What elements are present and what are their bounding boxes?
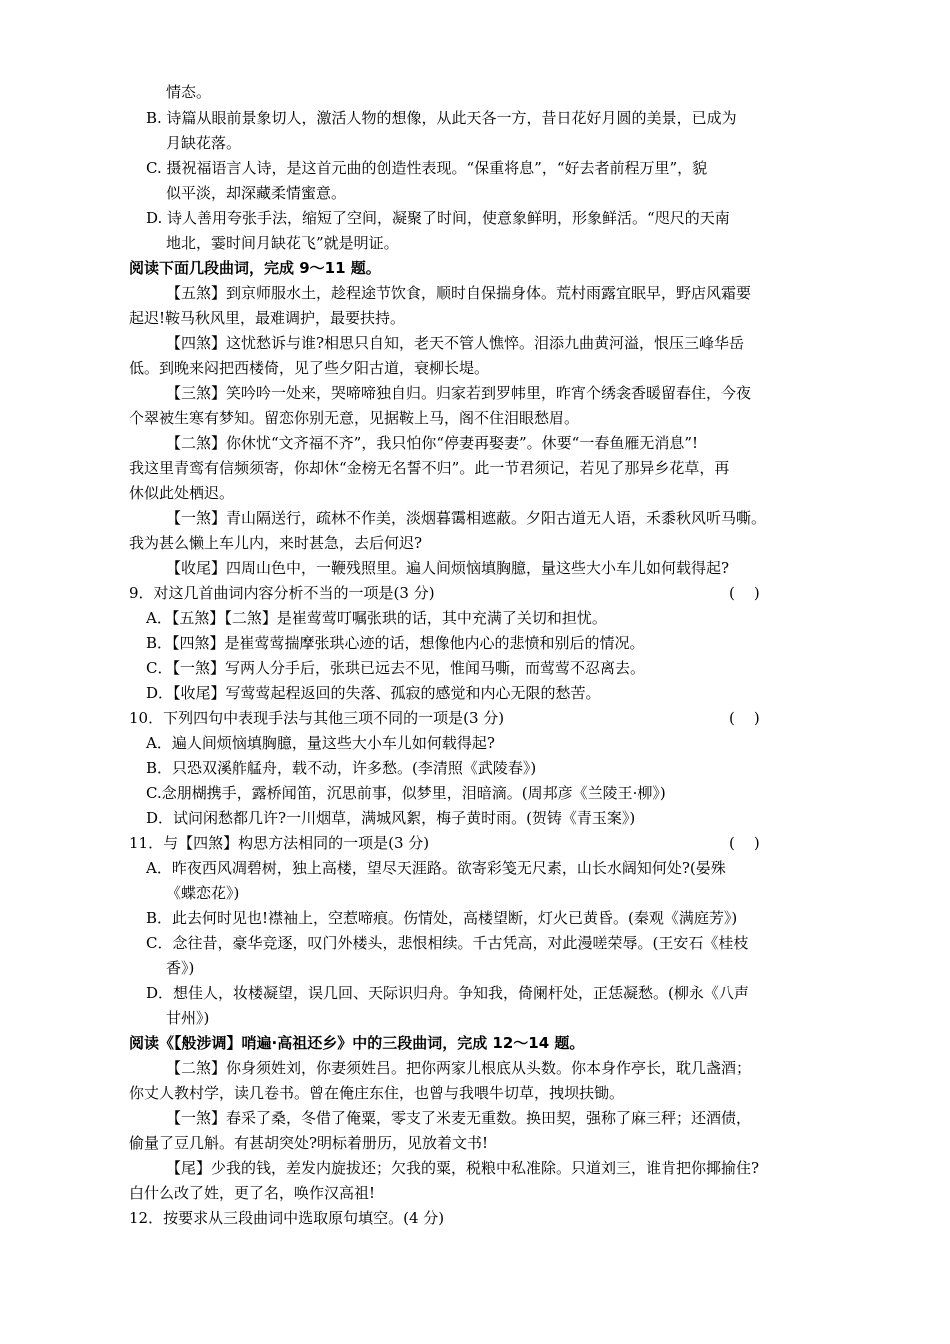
- q11-option-c: C．念往昔，豪华竞逐，叹门外楼头，悲恨相续。千古凭高，对此漫嗟荣辱。(王安石《桂枝: [146, 934, 749, 952]
- q8-option-d-continuation: 地北，霎时间月缺花飞”就是明证。: [166, 234, 399, 252]
- section1-paragraph-ersha-continuation: 我这里青鸾有信频须寄，你却休“金榜无名誓不归”。此一节君须记，若见了那异乡花草，再: [129, 459, 730, 477]
- section1-paragraph-sansha: 【三煞】笑吟吟一处来，哭啼啼独自归。归家若到罗帏里，昨宵个绣衾香暖留春住，今夜: [166, 384, 752, 402]
- q10-answer-parentheses: ( ): [729, 709, 760, 727]
- q8-option-b: B. 诗篇从眼前景象切人，激活人物的想像，从此天各一方，昔日花好月圆的美景，已成为: [146, 109, 737, 127]
- q10-option-c: C.念朋楜携手，露桥闻笛，沉思前事，似梦里，泪暗滴。(周邦彦《兰陵王·柳》): [146, 784, 666, 802]
- q11-option-b: B．此去何时见也!襟袖上，空惹啼痕。伤情处，高楼望断，灯火已黄昏。(秦观《满庭芳》): [146, 909, 738, 927]
- section2-paragraph-ersha-continuation: 你丈人教村学，读几卷书。曾在俺庄东住，也曾与我喂牛切草，拽坝扶锄。: [129, 1084, 625, 1102]
- section2-heading: 阅读《【般涉调】哨遍·高祖还乡》中的三段曲词，完成 12～14 题。: [129, 1034, 585, 1052]
- section1-paragraph-yisha-continuation: 我为甚么懒上车儿内，来时甚急，去后何迟?: [129, 534, 423, 552]
- q8-option-b-continuation: 月缺花落。: [166, 134, 242, 152]
- section2-paragraph-yisha: 【一煞】春采了桑，冬借了俺粟，零支了米麦无重数。换田契，强称了麻三秤；还酒债，: [166, 1109, 752, 1127]
- q9-option-c: C．【一煞】写两人分手后，张珙已远去不见，惟闻马嘶，而莺莺不忍离去。: [146, 659, 645, 677]
- section2-paragraph-ersha: 【二煞】你身须姓刘，你妻须姓吕。把你两家儿根底从头数。你本身作亭长，耽几盏酒；: [166, 1059, 752, 1077]
- q11-option-a-continuation: 《蝶恋花》): [166, 884, 240, 902]
- q8-option-c-continuation: 似平淡，却深藏柔情蜜意。: [166, 184, 347, 202]
- q8-option-c: C. 摄祝福语言人诗，是这首元曲的创造性表现。“保重将息”，“好去者前程万里”，貌: [146, 159, 708, 177]
- q9-option-a: A．【五煞】【二煞】是崔莺莺叮嘱张珙的话，其中充满了关切和担忧。: [146, 609, 607, 627]
- q9-stem: 9．对这几首曲词内容分析不当的一项是(3 分): [129, 584, 435, 602]
- q11-stem: 11．与【四煞】构思方法相同的一项是(3 分): [129, 834, 430, 852]
- q8-option-a-continuation: 情态。: [166, 83, 212, 101]
- section1-paragraph-sisha: 【四煞】这忧愁诉与谁?相思只自知，老天不管人憔悴。泪添九曲黄河溢，恨压三峰华岳: [166, 334, 745, 352]
- q11-option-d-continuation: 甘州》): [166, 1009, 210, 1027]
- section1-paragraph-yisha: 【一煞】青山隔送行，疏林不作美，淡烟暮霭相遮蔽。夕阳古道无人语，禾黍秋风听马嘶。: [166, 509, 767, 527]
- section1-paragraph-wusha-continuation: 起迟!鞍马秋风里，最难调护，最要扶持。: [129, 309, 406, 327]
- section1-paragraph-wusha: 【五煞】到京师服水土，趁程途节饮食，顺时自保揣身体。荒村雨露宜眠早，野店风霜要: [166, 284, 752, 302]
- section2-paragraph-wei: 【尾】少我的钱，差发内旋拔还；欠我的粟，税粮中私准除。只道刘三，谁肯把你揶揄住?: [166, 1159, 760, 1177]
- section1-paragraph-sansha-continuation: 个翠被生寒有梦知。留恋你别无意，见据鞍上马，阁不住泪眼愁眉。: [129, 409, 580, 427]
- section1-paragraph-ersha: 【二煞】你休忧“文齐福不齐”，我只怕你“停妻再娶妻”。休要“一春鱼雁无消息”!: [166, 434, 699, 452]
- section2-paragraph-wei-continuation: 白什么改了姓，更了名，唤作汉高祖!: [129, 1184, 376, 1202]
- section2-paragraph-yisha-continuation: 偷量了豆几斛。有甚胡突处?明标着册历，见放着文书!: [129, 1134, 489, 1152]
- q11-option-d: D．想佳人，妆楼凝望，误几回、天际识归舟。争知我，倚阑杆处，正恁凝愁。(柳永《八声: [146, 984, 749, 1002]
- q9-option-d: D．【收尾】写莺莺起程返回的失落、孤寂的感觉和内心无限的愁苦。: [146, 684, 601, 702]
- q8-option-d: D. 诗人善用夸张手法，缩短了空间，凝聚了时间，使意象鲜明，形象鲜活。“咫尺的天南: [146, 209, 730, 227]
- q9-answer-parentheses: ( ): [729, 584, 760, 602]
- section1-paragraph-shouwei: 【收尾】四周山色中，一鞭残照里。遍人间烦恼填胸臆，量这些大小车儿如何载得起?: [166, 559, 730, 577]
- q11-answer-parentheses: ( ): [729, 834, 760, 852]
- q11-option-a: A．昨夜西风凋碧树，独上高楼，望尽天涯路。欲寄彩笺无尺素，山长水阔知何处?(晏殊: [146, 859, 726, 877]
- q12-stem: 12．按要求从三段曲词中选取原句填空。(4 分): [129, 1209, 445, 1227]
- q10-option-d: D．试问闲愁都几许?一川烟草，满城风絮，梅子黄时雨。(贺铸《青玉案》): [146, 809, 636, 827]
- q11-option-c-continuation: 香》): [166, 959, 195, 977]
- q10-option-a: A．遍人间烦恼填胸臆，量这些大小车儿如何载得起?: [146, 734, 495, 752]
- section1-paragraph-ersha-continuation-2: 休似此处栖迟。: [129, 484, 235, 502]
- section1-heading: 阅读下面几段曲词，完成 9～11 题。: [129, 259, 381, 277]
- q9-option-b: B．【四煞】是崔莺莺揣摩张珙心迹的话，想像他内心的悲愤和别后的情况。: [146, 634, 645, 652]
- q10-option-b: B．只恐双溪舴艋舟，载不动，许多愁。(李清照《武陵春》): [146, 759, 537, 777]
- q10-stem: 10．下列四句中表现手法与其他三项不同的一项是(3 分): [129, 709, 505, 727]
- section1-paragraph-sisha-continuation: 低。到晚来闷把西楼倚，见了些夕阳古道，衰柳长堤。: [129, 359, 490, 377]
